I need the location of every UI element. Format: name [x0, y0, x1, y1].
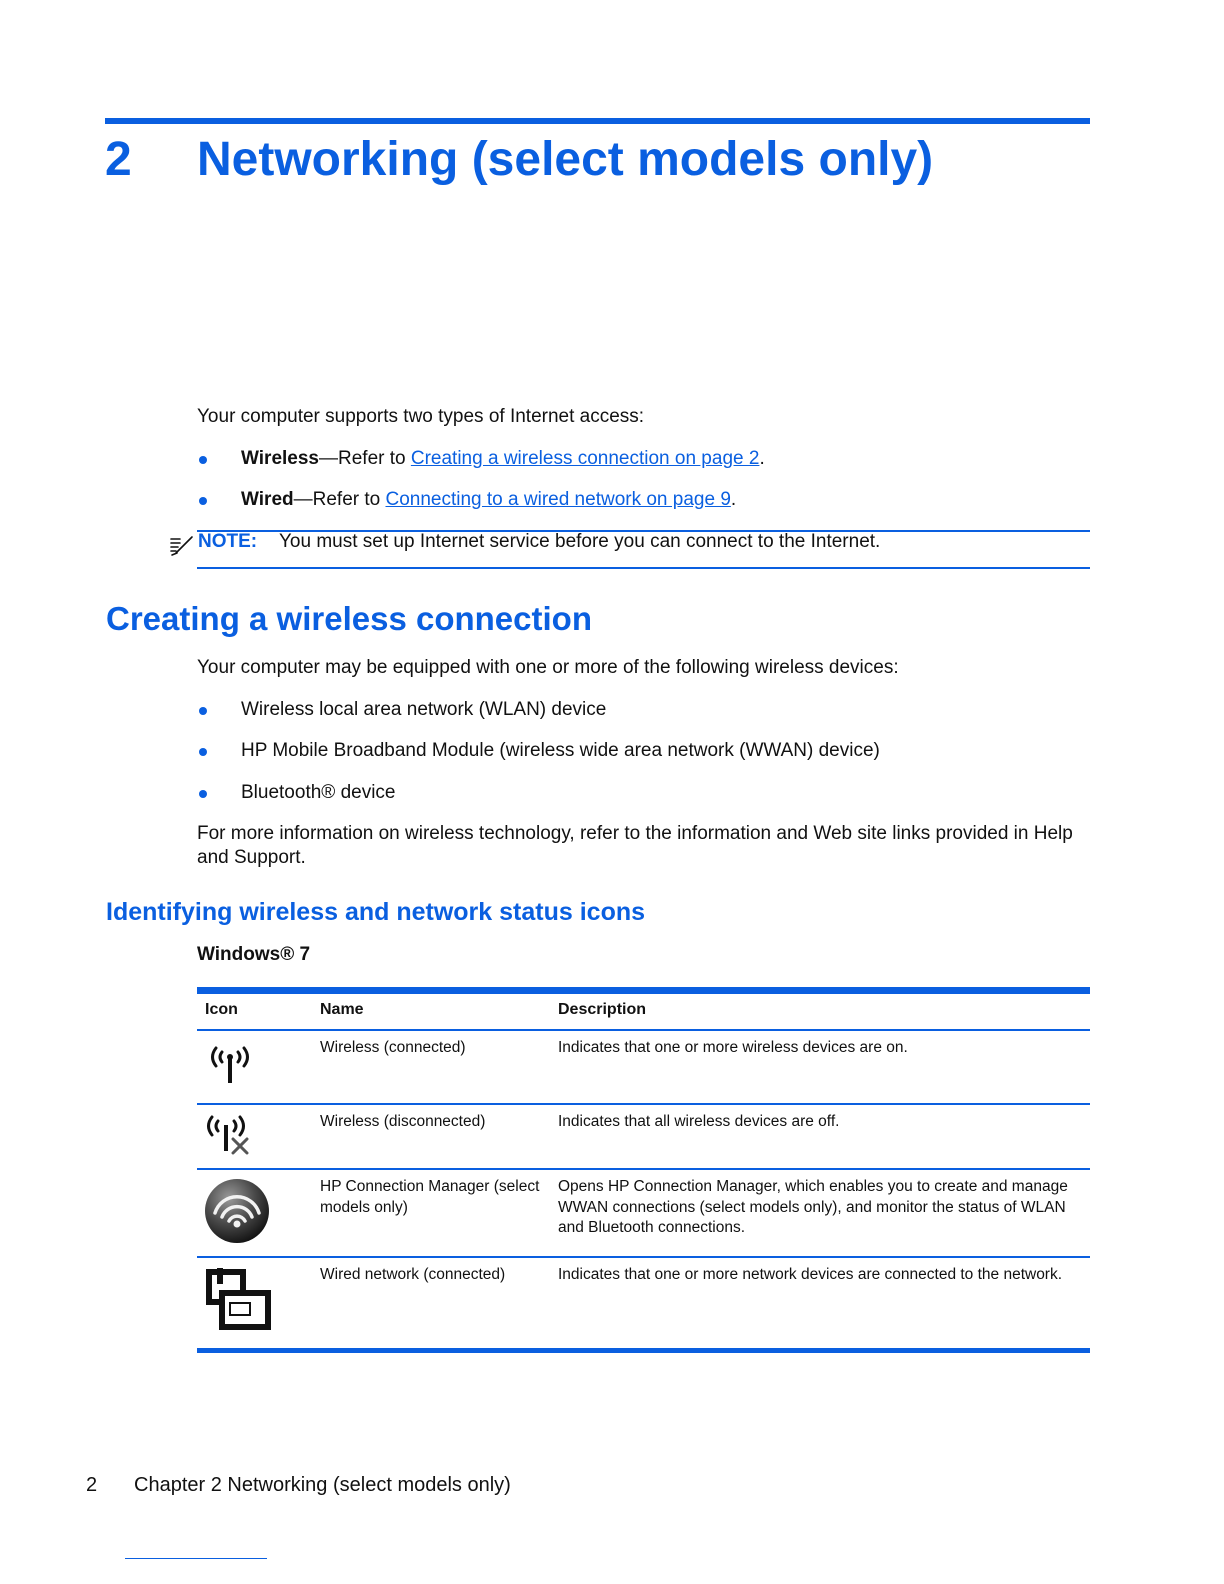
- device-item: HP Mobile Broadband Module (wireless wide area network (WWAN) device): [241, 740, 880, 761]
- note-icon: [168, 531, 196, 559]
- row-description: Indicates that one or more network devices are connected to the network.: [558, 1266, 1063, 1283]
- separator: —Refer to: [293, 489, 386, 510]
- row-name: HP Connection Manager (select models only): [320, 1178, 540, 1216]
- header-description: Description: [558, 1001, 647, 1018]
- separator: —Refer to: [319, 448, 411, 469]
- row-name: Wireless (disconnected): [320, 1113, 486, 1130]
- bullet-dot: [199, 456, 207, 464]
- row-name: Wired network (connected): [320, 1266, 506, 1283]
- row-description: Opens HP Connection Manager, which enables you to create and manage WWAN connections (select models only), and monitor the status of WLAN and Bluetooth connections.: [558, 1178, 1068, 1236]
- os-label: Windows® 7: [197, 944, 311, 965]
- list-item-wireless: [241, 447, 765, 471]
- term-wireless: Wireless: [241, 448, 319, 469]
- wireless-disconnected-icon: [202, 1113, 254, 1157]
- table-row-rule: [197, 1168, 1090, 1170]
- table-top-rule: [197, 987, 1090, 994]
- device-item: Wireless local area network (WLAN) device: [241, 699, 607, 720]
- bullet-dot: [199, 790, 207, 798]
- intro-text: Your computer supports two types of Internet access:: [197, 406, 645, 427]
- chapter-number: 2: [105, 133, 132, 186]
- chapter-top-rule: [105, 118, 1090, 124]
- link-connecting-wired-network[interactable]: Connecting to a wired network on page 9: [385, 489, 731, 510]
- section-title: Creating a wireless connection: [106, 600, 592, 637]
- footer-page-number: 2: [86, 1474, 98, 1496]
- link-creating-wireless-connection[interactable]: Creating a wireless connection on page 2: [410, 448, 760, 469]
- wired-network-icon: [203, 1266, 275, 1336]
- footer-rule: [125, 1558, 267, 1559]
- table-bottom-rule: [197, 1348, 1090, 1353]
- note-label: NOTE:: [198, 531, 258, 552]
- list-item-wired: [241, 488, 736, 512]
- hp-connection-manager-icon: [203, 1177, 271, 1245]
- note-bottom-rule: [197, 567, 1090, 569]
- row-description: Indicates that all wireless devices are off.: [558, 1113, 840, 1130]
- wireless-connected-icon: [204, 1042, 256, 1088]
- more-info-text: For more information on wireless technology, refer to the information and Web site links provided in Help and Support.: [197, 823, 1073, 868]
- bullet-dot: [199, 707, 207, 715]
- end-punct: .: [730, 489, 737, 510]
- chapter-title: Networking (select models only): [197, 133, 934, 186]
- subsection-title: Identifying wireless and network status icons: [106, 898, 646, 926]
- end-punct: .: [759, 448, 765, 469]
- table-header-rule: [197, 1029, 1090, 1031]
- bullet-dot: [199, 748, 207, 756]
- note-text: You must set up Internet service before you can connect to the Internet.: [279, 531, 881, 552]
- table-row-rule: [197, 1256, 1090, 1258]
- term-wired: Wired: [241, 489, 294, 510]
- footer-chapter-title: Chapter 2 Networking (select models only): [134, 1474, 511, 1496]
- device-item: Bluetooth® device: [241, 782, 396, 803]
- bullet-dot: [199, 497, 207, 505]
- header-icon: Icon: [205, 1001, 238, 1018]
- row-name: Wireless (connected): [320, 1039, 466, 1056]
- header-name: Name: [320, 1001, 364, 1018]
- row-description: Indicates that one or more wireless devices are on.: [558, 1039, 908, 1056]
- section-intro: Your computer may be equipped with one or more of the following wireless devices:: [197, 657, 899, 678]
- table-row-rule: [197, 1103, 1090, 1105]
